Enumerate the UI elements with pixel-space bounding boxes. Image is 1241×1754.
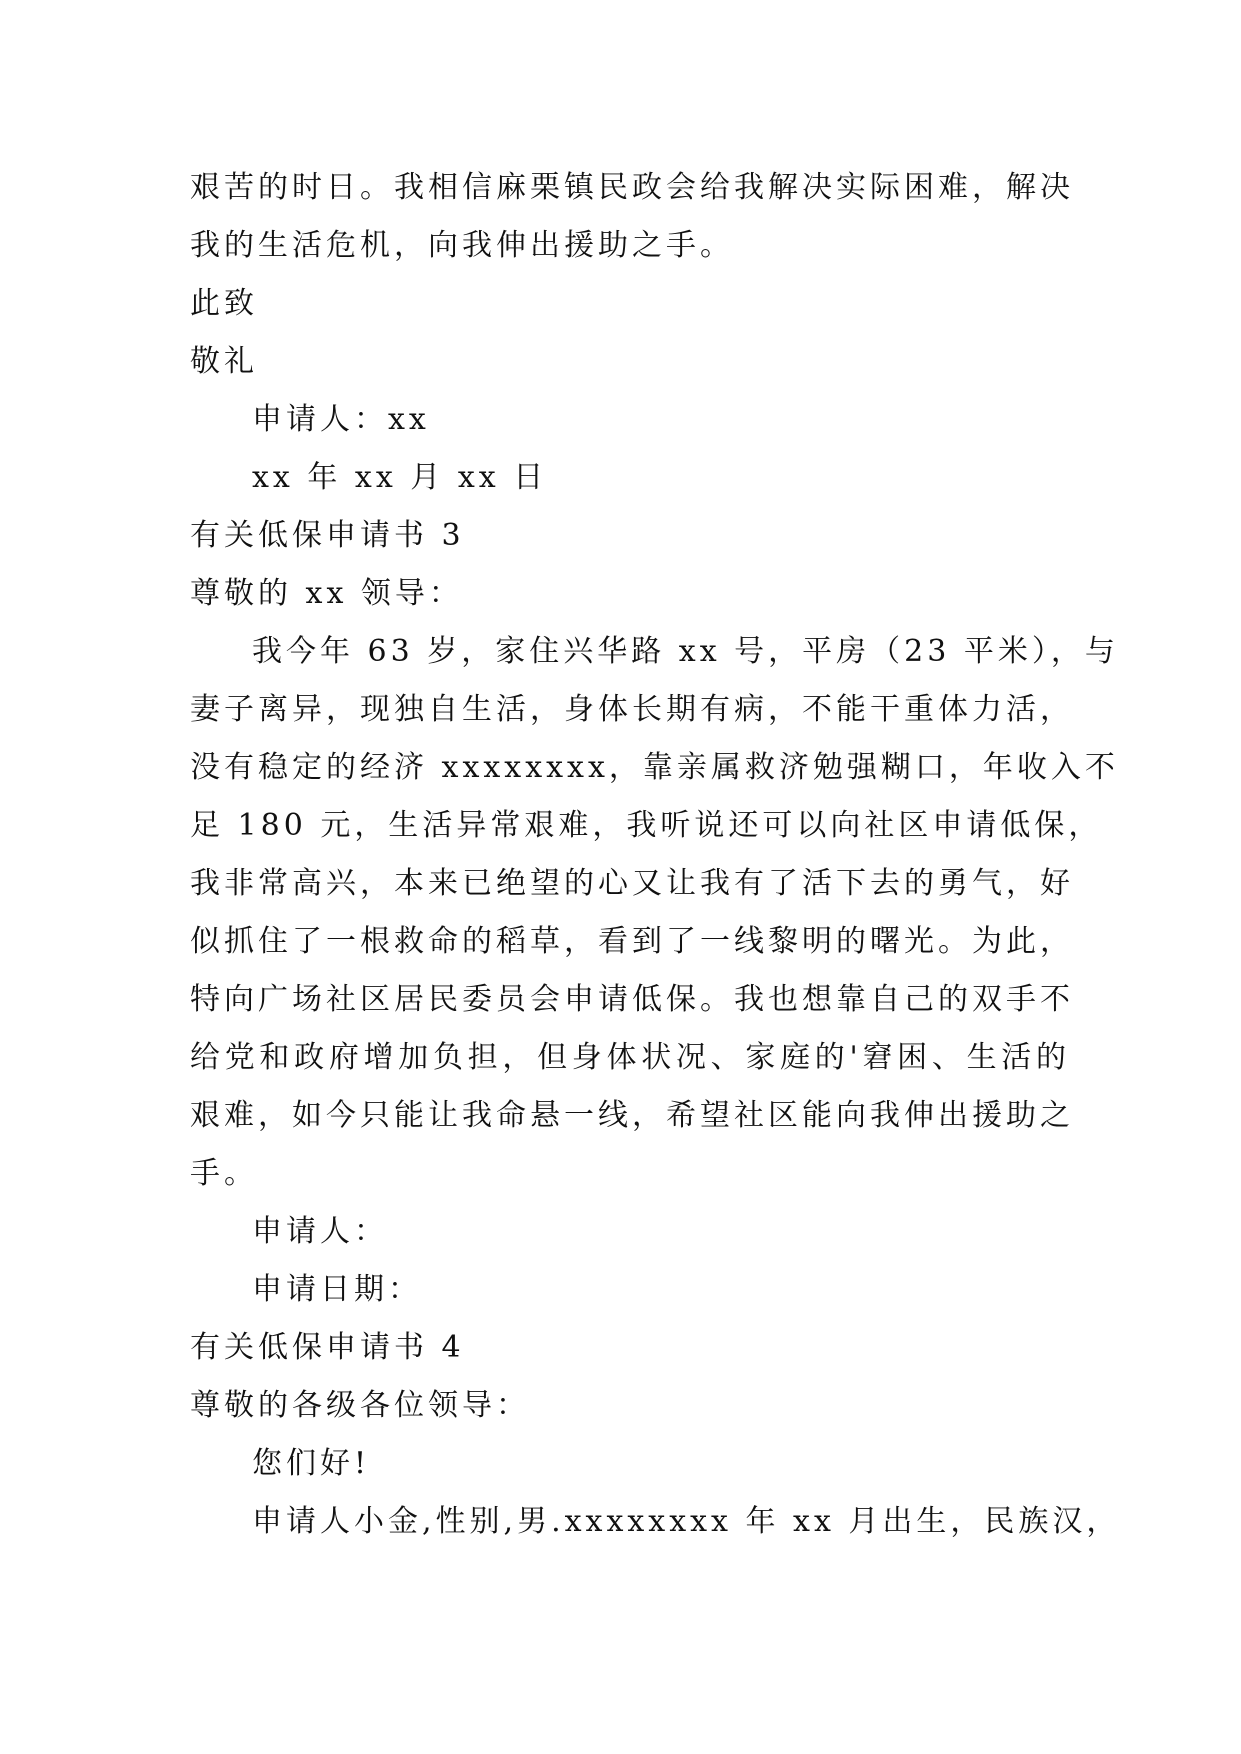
closing-regards: 敬礼 [190, 344, 258, 379]
paragraph-line: 特向广场社区居民委员会申请低保。我也想靠自己的双手不 [190, 982, 1074, 1017]
letter-greeting: 尊敬的 xx 领导： [190, 576, 463, 611]
section-title: 有关低保申请书 3 [190, 518, 465, 553]
closing-date: xx 年 xx 月 xx 日 [252, 460, 548, 495]
paragraph-line: 似抓住了一根救命的稻草，看到了一线黎明的曙光。为此， [190, 924, 1074, 959]
letter-hello: 您们好! [252, 1446, 371, 1481]
paragraph-line: 妻子离异，现独自生活，身体长期有病，不能干重体力活， [190, 692, 1074, 727]
paragraph-line: 我的生活危机，向我伸出援助之手。 [190, 228, 734, 263]
section-title: 有关低保申请书 4 [190, 1330, 465, 1365]
closing-salutation: 此致 [190, 286, 258, 321]
paragraph-line: 足 180 元，生活异常艰难，我听说还可以向社区申请低保， [190, 808, 1103, 843]
paragraph-line: 申请人小金,性别,男.xxxxxxxx 年 xx 月出生，民族汉， [252, 1504, 1121, 1539]
signature-date: 申请日期： [252, 1272, 422, 1307]
paragraph-line: 我今年 63 岁，家住兴华路 xx 号，平房（23 平米），与 [252, 634, 1119, 669]
paragraph-line: 给党和政府增加负担，但身体状况、家庭的'窘困、生活的 [190, 1040, 1070, 1075]
paragraph-line: 艰难，如今只能让我命悬一线，希望社区能向我伸出援助之 [190, 1098, 1074, 1133]
paragraph-line: 我非常高兴，本来已绝望的心又让我有了活下去的勇气，好 [190, 866, 1074, 901]
paragraph-line: 手。 [190, 1156, 258, 1191]
paragraph-line: 没有稳定的经济 xxxxxxxx，靠亲属救济勉强糊口，年收入不 [190, 750, 1119, 785]
paragraph-line: 艰苦的时日。我相信麻栗镇民政会给我解决实际困难，解决 [190, 170, 1074, 205]
signature-applicant: 申请人： [252, 1214, 388, 1249]
letter-greeting: 尊敬的各级各位领导： [190, 1388, 530, 1423]
document-body [190, 159, 1121, 1551]
closing-applicant: 申请人：xx [252, 402, 430, 437]
